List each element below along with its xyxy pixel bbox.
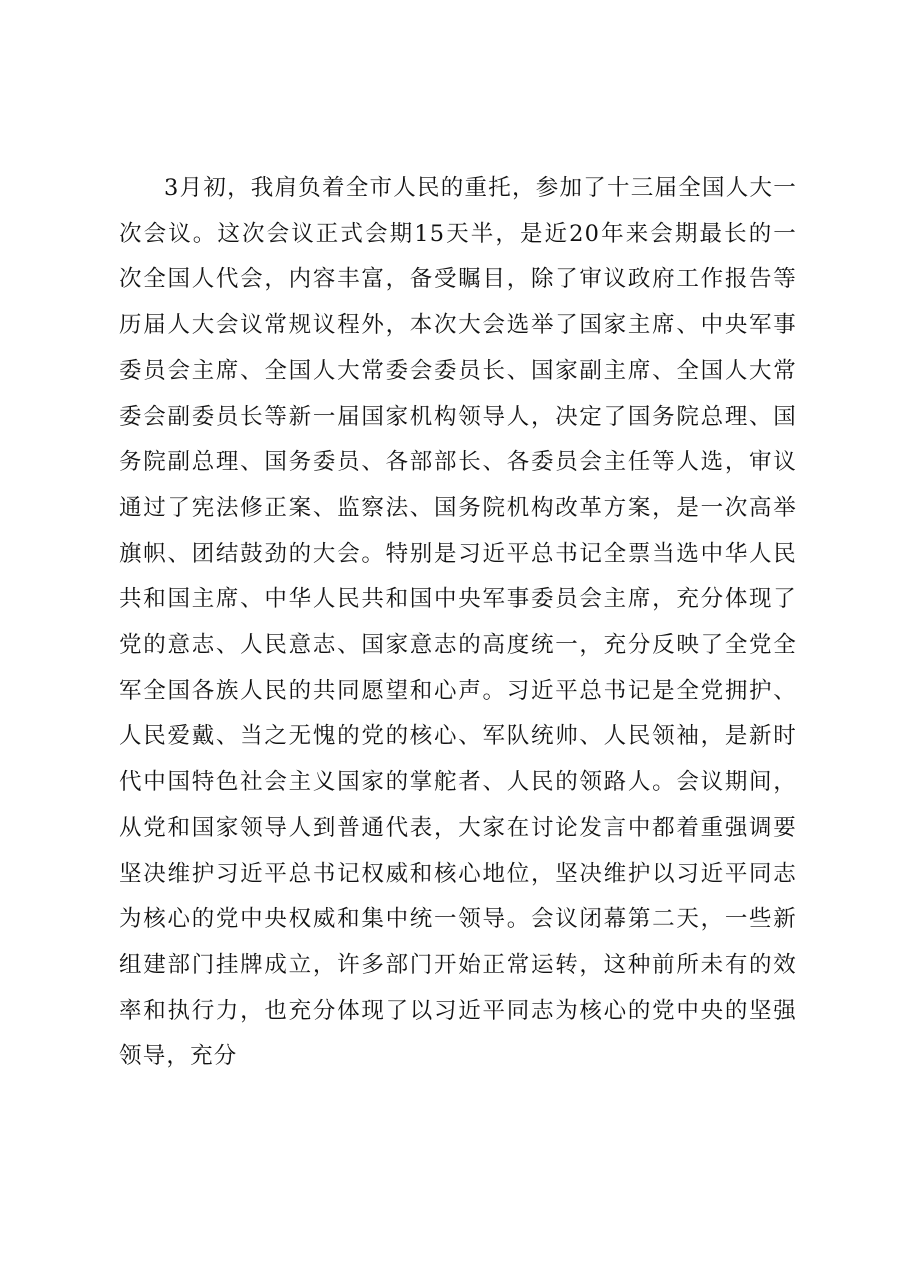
body-paragraph: 3月初，我肩负着全市人民的重托，参加了十三届全国人大一次会议。这次会议正式会期15天半，是近20年来会期最长的一次全国人代会，内容丰富，备受瞩目，除了审议政府工作报告等历届人大会议常规议程外，本次大会选举了国家主席、中央军事委员会主席、全国人大常委会委员长、国家副主席、全国人大常委会副委员长等新一届国家机构领导人，决定了国务院总理、国务院副总理、国务委员、各部部长、各委员会主任等人选，审议通过了宪法修正案、监察法、国务院机构改革方案，是一次高举旗帜、团结鼓劲的大会。特别是习近平总书记全票当选中华人民共和国主席、中华人民共和国中央军事委员会主席，充分体现了党的意志、人民意志、国家意志的高度统一，充分反映了全党全军全国各族人民的共同愿望和心声。习近平总书记是全党拥护、人民爱戴、当之无愧的党的核心、军队统帅、人民领袖，是新时代中国特色社会主义国家的掌舵者、人民的领路人。会议期间，从党和国家领导人到普通代表，大家在讨论发言中都着重强调要坚决维护习近平总书记权威和核心地位，坚决维护以习近平同志为核心的党中央权威和集中统一领导。会议闭幕第二天，一些新组建部门挂牌成立，许多部门开始正常运转，这种前所未有的效率和执行力，也充分体现了以习近平同志为核心的党中央的坚强领导，充分 (119, 175, 797, 1070)
